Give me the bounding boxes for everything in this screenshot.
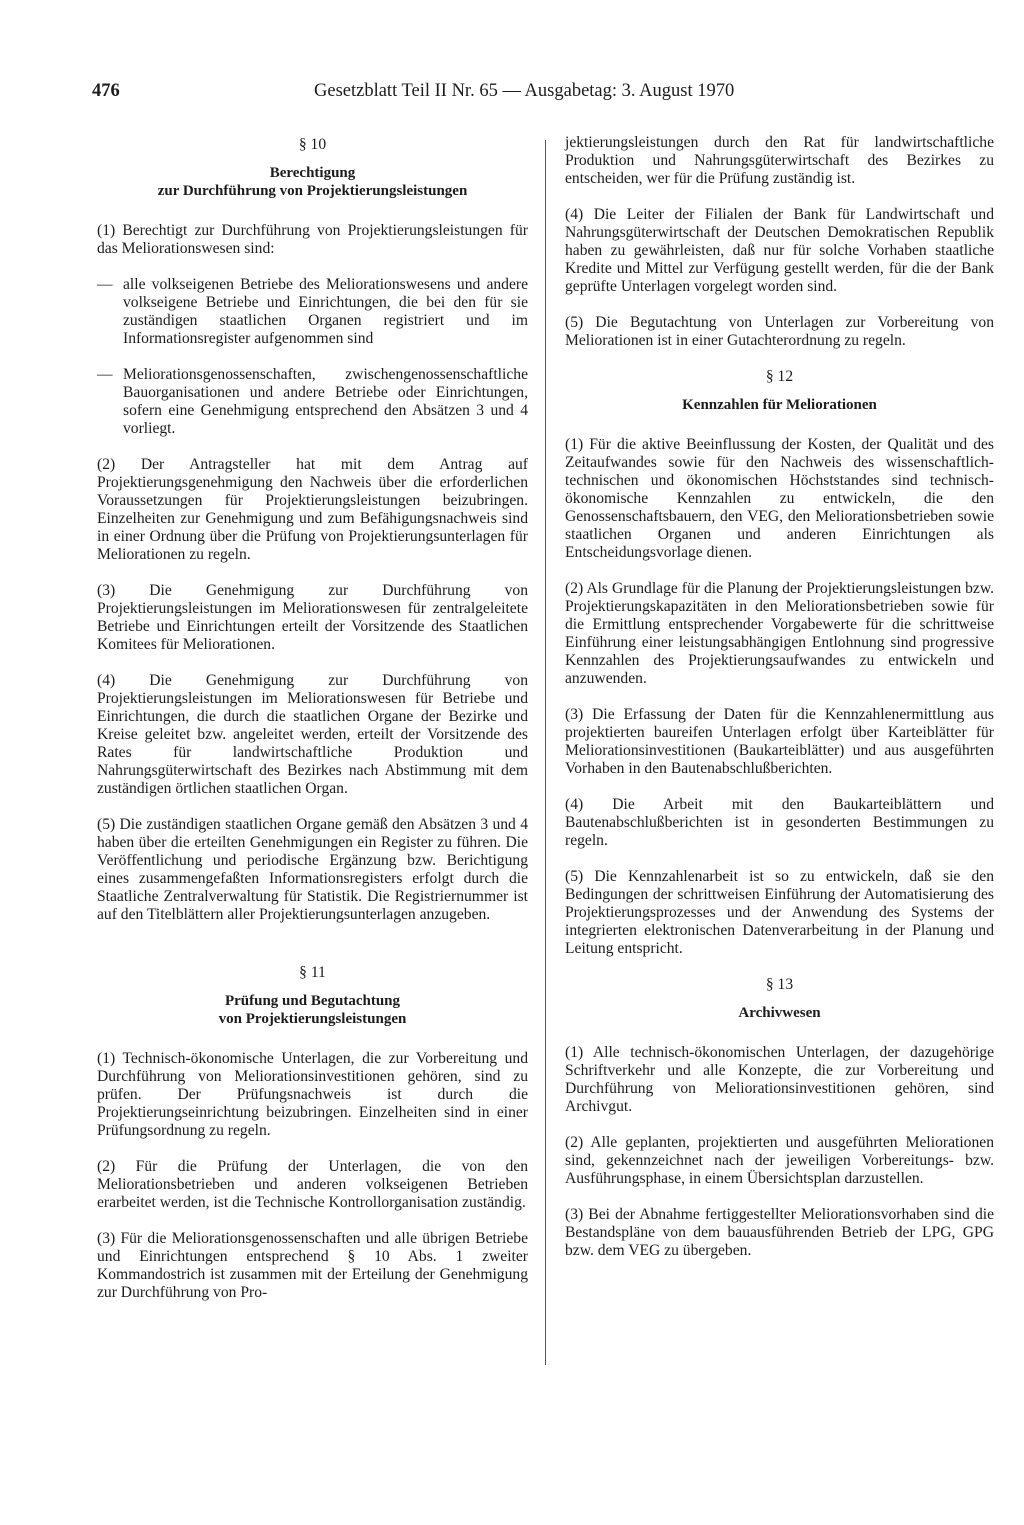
s11-paragraph-3-continued: jektierungsleistungen durch den Rat für landwirtschaftliche Produktion und Nahrungsgüterwirtschaft des Bezirkes zu entscheiden, wer für die Prüfung zuständig ist.	[565, 134, 994, 187]
s11-paragraph-5: (5) Die Begutachtung von Unterlagen zur Vorbereitung von Meliorationen ist in einer Gutachterordnung zu regeln.	[565, 314, 994, 349]
s12-paragraph-1: (1) Für die aktive Beeinflussung der Kosten, der Qualität und des Zeitaufwandes sowie für den Nachweis des wissenschaftlich-technischen und ökonomischen Höchststandes sind technisch-ökonomische Kennzahlen zu entwickeln, die den Genossenschaftsbauern, den VEG, den Meliorationsbetrieben sowie staatlichen Organen und anderen Einrichtungen als Entscheidungsvorlage dienen.	[565, 436, 994, 561]
page-number: 476	[92, 81, 120, 101]
s11-paragraph-3: (3) Für die Meliorationsgenossenschaften und alle übrigen Betriebe und Einrichtungen entsprechend § 10 Abs. 1 zweiter Kommandostrich ist zusammen mit der Erteilung der Genehmigung zur Durchführung von Pro-	[97, 1230, 528, 1301]
section-10-title	[97, 164, 528, 200]
page-header	[92, 78, 792, 104]
s12-paragraph-3: (3) Die Erfassung der Daten für die Kennzahlenermittlung aus projektierten baureifen Unterlagen erfolgt über Karteiblätter für Meliorationsinvestitionen (Baukarteiblätter) und aus ausgeführten Vorhaben in den Bautenabschlußberichten.	[565, 706, 994, 777]
section-12-number: § 12	[765, 368, 794, 385]
s10-list-item-2	[97, 366, 528, 438]
section-10-title-line1: Berechtigung	[269, 165, 356, 181]
s10-paragraph-1: (1) Berechtigt zur Durchführung von Projektierungsleistungen für das Meliorationswesen sind:	[97, 222, 528, 257]
s10-paragraph-3: (3) Die Genehmigung zur Durchführung von Projektierungsleistungen im Meliorationswesen für zentralgeleitete Betriebe und Einrichtungen erteilt der Vorsitzende des Staatlichen Komitees für Meliorationen.	[97, 582, 528, 653]
s11-paragraph-2: (2) Für die Prüfung der Unterlagen, die von den Meliorationsbetrieben und anderen volkseigenen Betrieben erarbeitet werden, ist die Technische Kontrollorganisation zuständig.	[97, 1158, 528, 1211]
right-column	[565, 134, 994, 1278]
s11-paragraph-4: (4) Die Leiter der Filialen der Bank für Landwirtschaft und Nahrungsgüterwirtschaft der Deutschen Demokratischen Republik haben zu gewährleisten, daß nur für solche Vorhaben staatliche Kredite und Mittel zur Verfügung gestellt werden, für die der Bank geprüfte Unterlagen vorgelegt worden sind.	[565, 206, 994, 295]
s13-paragraph-3: (3) Bei der Abnahme fertiggestellter Meliorationsvorhaben sind die Bestandspläne von dem bauausführenden Betrieb der LPG, GPG bzw. dem VEG zu übergeben.	[565, 1206, 994, 1259]
section-10-number: § 10	[298, 136, 327, 153]
section-11-title-line2: von Projektierungsleistungen	[218, 1011, 407, 1027]
s13-paragraph-1: (1) Alle technisch-ökonomischen Unterlagen, der dazugehörige Schriftverkehr und alle Konzepte, die zur Vorbereitung und Durchführung von Meliorationsinvestitionen gehören, sind Archivgut.	[565, 1044, 994, 1115]
section-13-number: § 13	[765, 976, 794, 993]
s10-paragraph-2: (2) Der Antragsteller hat mit dem Antrag auf Projektierungsgenehmigung den Nachweis über die erforderlichen Voraussetzungen für Projektierungsleistungen beizubringen. Einzelheiten zur Genehmigung und zum Befähigungsnachweis sind in einer Ordnung über die Prüfung von Projektierungsunterlagen für Meliorationen zu regeln.	[97, 456, 528, 563]
s12-paragraph-5: (5) Die Kennzahlenarbeit ist so zu entwickeln, daß sie den Bedingungen der schrittweisen Einführung der Automatisierung des Projektierungsprozesses und der Anwendung des Systems der integrierten elektronischen Datenverarbeitung in der Planung und Leitung entspricht.	[565, 868, 994, 957]
s10-list-item-1-text: alle volkseigenen Betriebe des Meliorationswesens und andere volkseigene Betriebe und Einrichtungen, die bei den für sie zuständigen staatlichen Organen registriert und im Informationsregister aufgenommen sind	[123, 276, 528, 347]
s10-paragraph-4: (4) Die Genehmigung zur Durchführung von Projektierungsleistungen im Meliorationswesen für Betriebe und Einrichtungen, die durch die staatlichen Organe der Bezirke und Kreise geleitet bzw. angeleitet werden, erteilt der Vorsitzende des Rates für landwirtschaftliche Produktion und Nahrungsgüterwirtschaft des Bezirkes nach Abstimmung mit dem zuständigen örtlichen staatlichen Organ.	[97, 672, 528, 797]
s12-paragraph-4: (4) Die Arbeit mit den Baukarteiblättern und Bautenabschlußberichten ist in gesonderten Bestimmungen zu regeln.	[565, 796, 994, 849]
s10-list-item-1	[97, 276, 528, 348]
s13-paragraph-2: (2) Alle geplanten, projektierten und ausgeführten Meliorationen sind, gekennzeichnet nach der jeweiligen Vorbereitungs- bzw. Ausführungsphase, in einem Übersichtsplan darzustellen.	[565, 1134, 994, 1187]
s10-paragraph-5: (5) Die zuständigen staatlichen Organe gemäß den Absätzen 3 und 4 haben über die erteilten Genehmigungen ein Register zu führen. Die Veröffentlichung und periodische Ergänzung bzw. Berichtigung eines zusammengefaßten Informationsregisters erfolgt durch die Staatliche Zentralverwaltung für Statistik. Die Registriernummer ist auf den Titelblättern aller Projektierungsunterlagen anzugeben.	[97, 816, 528, 923]
s10-list-item-2-text: Meliorationsgenossenschaften, zwischengenossenschaftliche Bauorganisationen und andere Betriebe oder Einrichtungen, sofern eine Genehmigung entsprechend den Absätzen 3 und 4 vorliegt.	[123, 366, 528, 437]
dash-marker: —	[97, 276, 113, 293]
section-13-title: Archivwesen	[738, 1005, 821, 1021]
dash-marker: —	[97, 366, 113, 383]
s12-paragraph-2: (2) Als Grundlage für die Planung der Projektierungsleistungen bzw. Projektierungskapazitäten in den Meliorationsbetrieben sowie für die Ermittlung entsprechender Vorgabewerte für die schrittweise Einführung einer leistungsabhängigen Entlohnung sind progressive Kennzahlen des Projektierungsaufwandes zu entwickeln und anzuwenden.	[565, 580, 994, 687]
left-column	[97, 136, 528, 1320]
column-divider	[545, 140, 546, 1365]
section-10-title-line2: zur Durchführung von Projektierungsleistungen	[157, 183, 468, 199]
s11-paragraph-1: (1) Technisch-ökonomische Unterlagen, die zur Vorbereitung und Durchführung von Meliorationsinvestitionen gehören, sind zu prüfen. Der Prüfungsnachweis ist durch die Projektierungseinrichtung beizubringen. Einzelheiten sind in einer Prüfungsordnung zu regeln.	[97, 1050, 528, 1139]
section-12-title: Kennzahlen für Meliorationen	[682, 397, 877, 413]
section-11-number: § 11	[299, 964, 326, 981]
section-11-title-line1: Prüfung und Begutachtung	[224, 993, 401, 1009]
section-11-title	[97, 992, 528, 1028]
header-title: Gesetzblatt Teil II Nr. 65 — Ausgabetag: 3. August 1970	[314, 81, 735, 101]
